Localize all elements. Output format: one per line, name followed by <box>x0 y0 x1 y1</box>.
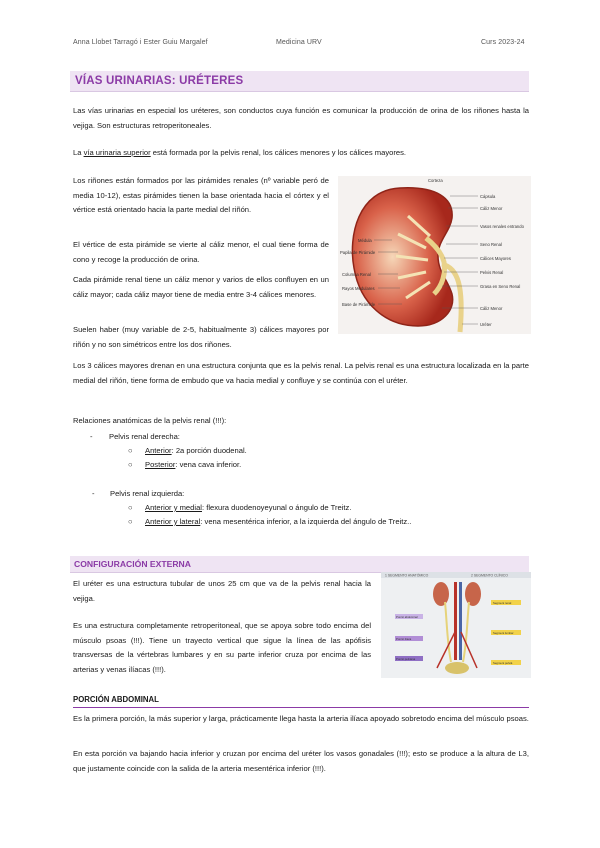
left-pelvis-item-1-term: Anterior y medial <box>145 503 202 512</box>
circle-bullet-left-1: ○ <box>128 503 133 512</box>
ureter-tag-6: Segment pelvià <box>493 661 513 665</box>
kidney-label-right-6: Pelvis Renal <box>480 270 504 275</box>
upper-tract-paragraph <box>73 146 529 161</box>
ureter-header-left: 1 SEGMENTO ANATÓMICO <box>385 573 429 578</box>
right-pelvis-label: Pelvis renal derecha: <box>109 432 180 441</box>
kidney-illustration-svg <box>338 176 531 334</box>
right-pelvis-item-2-term: Posterior <box>145 460 176 469</box>
kidney-label-left-5: Base de Pirámide <box>342 302 376 307</box>
circle-bullet-left-2: ○ <box>128 517 133 526</box>
section-external-bar <box>70 556 529 573</box>
kidney-paragraph-2: El vértice de esta pirámide se vierte al cáliz menor, el cual tiene forma de cono y recoge la producción de orina. <box>73 240 329 264</box>
abdominal-paragraph-2: En esta porción va bajando hacia inferior y cruzan por encima del uréter los vasos gonadales (!!!); esto se produce a la altura de L3, que justamente coincide con la salida de la arteria mesentérica inferior (!!!). <box>73 749 529 773</box>
title-bar <box>70 71 529 92</box>
subsection-divider <box>73 707 529 708</box>
right-pelvis-item-1-term: Anterior <box>145 446 172 455</box>
kidney-label-right-9: Uréter <box>480 322 492 327</box>
upper-tract-rest: está formada por la pelvis renal, los cálices menores y los cálices mayores. <box>150 148 407 157</box>
kidney-label-left-2: Papila de Pirámide <box>340 250 376 255</box>
subsection-abdominal-title: PORCIÓN ABDOMINAL <box>73 695 159 704</box>
kidney-label-left-4: Rayos Medulares <box>342 286 375 291</box>
left-pelvis-item-2-term: Anterior y lateral <box>145 517 201 526</box>
ureter-tag-3: Porció pelviana <box>396 657 416 661</box>
header-course: Curs 2023-24 <box>481 39 525 46</box>
left-pelvis-item-2-text: : vena mesentérica inferior, a la izquierda del ángulo de Treitz.. <box>200 517 412 526</box>
right-pelvis-item-1 <box>145 446 247 455</box>
right-pelvis-item-1-text: : 2a porción duodenal. <box>171 446 247 455</box>
left-pelvis-item-1-text: : flexura duodenoyeyunal o ángulo de Treitz. <box>201 503 352 512</box>
dash-bullet-left: - <box>92 489 95 498</box>
kidney-label-right-4: Seno Renal <box>480 242 502 247</box>
header-subject: Medicina URV <box>276 39 322 46</box>
relations-heading: Relaciones anatómicas de la pelvis renal (!!!): <box>73 416 227 425</box>
ureter-tag-4: Segment renal <box>493 601 512 605</box>
ureter-segments-svg <box>381 572 531 678</box>
abdominal-paragraph-1: Es la primera porción, la más superior y larga, prácticamente llega hasta la arteria ilíaca apoyado sobretodo encima del músculo psoas. <box>73 714 529 723</box>
kidney-label-right-8: Cáliz Menor <box>480 306 503 311</box>
kidney-label-right-5: Cálices Mayores <box>480 256 511 261</box>
external-paragraph-1: El uréter es una estructura tubular de unos 25 cm que va de la pelvis renal hacia la vejiga. <box>73 579 371 603</box>
left-pelvis-item-1 <box>145 503 351 512</box>
ureter-segments-illustration <box>381 572 531 678</box>
page-title: VÍAS URINARIAS: URÉTERES <box>75 75 244 87</box>
kidney-illustration <box>338 176 531 334</box>
circle-bullet-right-2: ○ <box>128 460 133 469</box>
kidney-paragraph-1: Los riñones están formados por las pirámides renales (nº variable peró de media 10-12), estas pirámides tienen la base orientada hacia el córtex y el vértice está orientado hacia la parte medial del riñón. <box>73 176 329 214</box>
right-pelvis-item-2-text: : vena cava inferior. <box>175 460 242 469</box>
ureter-tag-2: Porció ilíaca <box>396 637 412 641</box>
kidney-label-right-1: Cápsula <box>480 194 496 199</box>
kidney-label-right-3: Vasos renales entrando <box>480 224 524 229</box>
ureter-tag-1: Porció abdominal <box>396 615 418 619</box>
left-pelvis-label: Pelvis renal izquierda: <box>110 489 185 498</box>
dash-bullet-right: - <box>90 432 93 441</box>
left-pelvis-item-2 <box>145 517 411 526</box>
ureter-tag-5: Segment lumbar <box>493 631 514 635</box>
ureter-header-right: 2 SEGMENTO CLÍNICO <box>471 573 508 578</box>
kidney-label-right-2: Cáliz Menor <box>480 206 503 211</box>
kidney-paragraph-4: Suelen haber (muy variable de 2-5, habitualmente 3) cálices mayores por riñón y no son simétricos entre los dos riñones. <box>73 325 329 349</box>
upper-tract-term: vía urinaria superior <box>83 148 151 157</box>
header-authors: Anna Llobet Tarragó i Ester Guiu Margalef <box>73 39 208 46</box>
section-external-title: CONFIGURACIÓN EXTERNA <box>74 559 191 569</box>
upper-tract-prefix: La <box>73 148 84 157</box>
circle-bullet-right-1: ○ <box>128 446 133 455</box>
right-pelvis-item-2 <box>145 460 241 469</box>
kidney-label-left-1: Médula <box>358 238 372 243</box>
kidney-label-left-3: Columna Renal <box>342 272 371 277</box>
kidney-paragraph-3: Cada pirámide renal tiene un cáliz menor y varios de ellos confluyen en un cáliz mayor; cada cáliz mayor tiene de media entre 3-4 cálices menores. <box>73 275 329 299</box>
pelvis-paragraph: Los 3 cálices mayores drenan en una estructura conjunta que es la pelvis renal. La pelvis renal es una estructura localizada en la parte medial del riñón, tiene forma de embudo que va hacia medial y confluye y se continúa con el uréter. <box>73 361 529 385</box>
intro-paragraph: Las vías urinarias en especial los uréteres, son conductos cuya función es comunicar la producción de orina de los riñones hasta la vejiga. Son estructuras retroperitoneales. <box>73 106 529 130</box>
external-paragraph-2: Es una estructura completamente retroperitoneal, que se apoya sobre todo encima del músculo psoas (!!!). Tiene un trayecto vertical que sigue la línea de las apófisis transversas de la vértebras lumbares y en su parte inferior cruza por encima de las arterias y venas ilíacas (!!!). <box>73 621 371 674</box>
kidney-label-top: Corteza <box>428 178 443 183</box>
kidney-label-right-7: Grasa en Seno Renal <box>480 284 521 289</box>
